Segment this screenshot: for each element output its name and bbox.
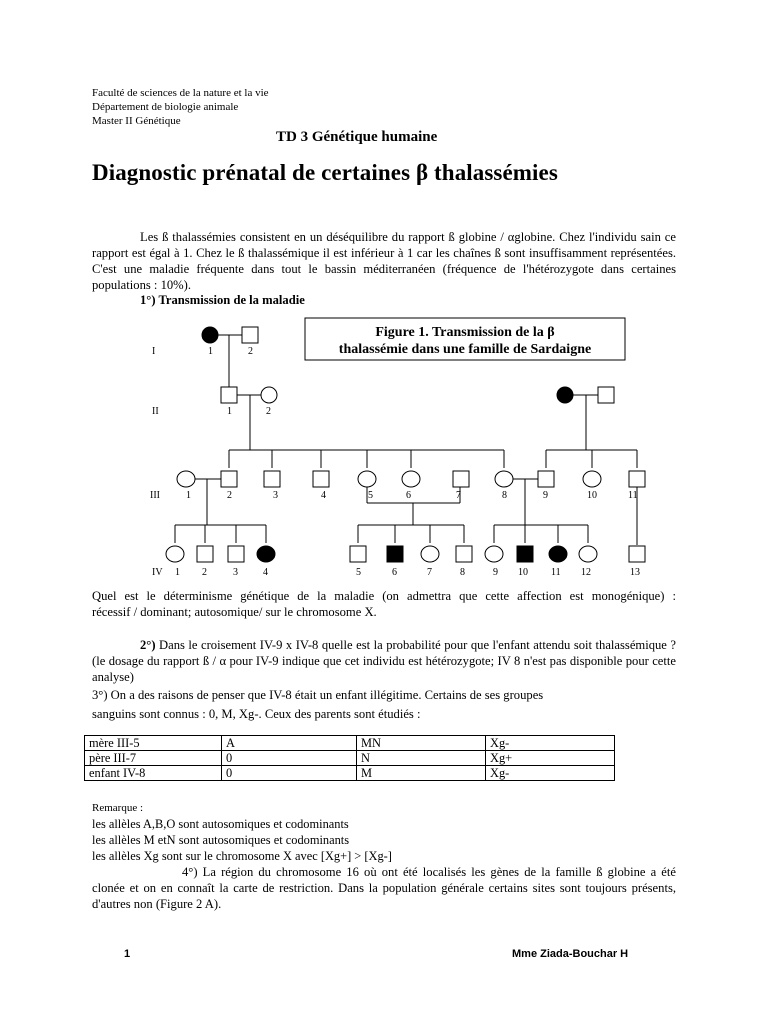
question3	[92, 686, 676, 724]
question2	[92, 637, 676, 685]
table-cell: A	[222, 736, 357, 751]
main-title: Diagnostic prénatal de certaines β thalassémies	[92, 160, 558, 185]
individual-number: 9	[493, 567, 498, 578]
pedigree-II-3	[557, 387, 573, 403]
individual-number: 11	[551, 567, 561, 578]
individual-number: 5	[368, 490, 373, 501]
td-title: TD 3 Génétique humaine	[276, 129, 438, 145]
table-cell: M	[357, 766, 486, 781]
individual-number: 3	[233, 567, 238, 578]
pedigree-III-8	[495, 471, 513, 487]
intro-paragraph	[92, 229, 676, 293]
individual-number: 3	[273, 490, 278, 501]
table-cell: N	[357, 751, 486, 766]
pedigree-II-4	[598, 387, 614, 403]
remark-line: les allèles Xg sont sur le chromosome X avec [Xg+] > [Xg-]	[92, 849, 392, 863]
question2-text: Dans le croisement IV-9 x IV-8 quelle est la probabilité pour que l'enfant attendu soit thalassémique ? (le dosage du rapport ß / α pour IV-9 indique que cet individu est hétérozygote; IV 8 n'est pas disponible pour cette analyse)	[92, 638, 676, 684]
pedigree-III-10	[583, 471, 601, 487]
pedigree-III-5	[358, 471, 376, 487]
pedigree-IV-13	[629, 546, 645, 562]
pedigree-I-1	[202, 327, 218, 343]
question1-text: Quel est le déterminisme génétique de la maladie (on admettra que cette affection est monogénique) : récessif / dominant; autosomique/ sur le chromosome X.	[92, 589, 727, 619]
question4	[92, 864, 676, 912]
pedigree-II-1	[221, 387, 237, 403]
individual-number: 1	[227, 406, 232, 417]
pedigree-IV-5	[350, 546, 366, 562]
individual-number: 6	[406, 490, 411, 501]
generation-label: IV	[152, 567, 163, 578]
pedigree-IV-11	[549, 546, 567, 562]
table-cell: enfant IV-8	[85, 766, 222, 781]
figure-caption-line1: Figure 1. Transmission de la β	[375, 325, 555, 340]
generation-label: II	[152, 406, 159, 417]
individual-number: 5	[356, 567, 361, 578]
pedigree-IV-4	[257, 546, 275, 562]
individual-number: 1	[186, 490, 191, 501]
table-cell: MN	[357, 736, 486, 751]
pedigree-IV-8	[456, 546, 472, 562]
individual-number: 8	[502, 490, 507, 501]
footer-author: Mme Ziada-Bouchar H	[512, 948, 629, 960]
individual-number: 7	[427, 567, 432, 578]
pedigree-III-4	[313, 471, 329, 487]
master-line: Master II Génétique	[92, 115, 181, 127]
remark-line: les allèles M etN sont autosomiques et codominants	[92, 833, 350, 847]
question3-line1: 3°) On a des raisons de penser que IV-8 était un enfant illégitime. Certains de ses groupes	[92, 688, 544, 702]
question1	[92, 588, 727, 620]
individual-number: 2	[227, 490, 232, 501]
table-row	[85, 751, 615, 766]
pedigree-I-2	[242, 327, 258, 343]
pedigree-IV-7	[421, 546, 439, 562]
figure-caption-line2: thalassémie dans une famille de Sardaigne	[338, 342, 592, 357]
pedigree-IV-9	[485, 546, 503, 562]
faculty-line: Faculté de sciences de la nature et la vie	[92, 87, 269, 99]
generation-label: III	[150, 490, 160, 501]
individual-number: 7	[456, 490, 461, 501]
individual-number: 1	[175, 567, 180, 578]
individual-number: 4	[263, 567, 268, 578]
pedigree-IV-12	[579, 546, 597, 562]
remark-line: les allèles A,B,O sont autosomiques et codominants	[92, 817, 349, 831]
individual-number: 6	[392, 567, 397, 578]
individual-number: 10	[587, 490, 597, 501]
generation-label: I	[152, 346, 156, 357]
table-cell: 0	[222, 751, 357, 766]
section1-heading: 1°) Transmission de la maladie	[140, 293, 305, 307]
intro-text: Les ß thalassémies consistent en un déséquilibre du rapport ß globine / αglobine. Chez l'individu sain ce rapport est égal à 1. Chez le ß thalassémique il est inférieur à 1 car les chaînes ß sont insuffisamment représentées. C'est une maladie fréquente dans tout le bassin méditerranéen (fréquence de l'hétérozygote dans certaines populations : 10%).	[92, 230, 676, 292]
pedigree-III-3	[264, 471, 280, 487]
pedigree-III-9	[538, 471, 554, 487]
individual-number: 4	[321, 490, 326, 501]
pedigree-IV-1	[166, 546, 184, 562]
table-row	[85, 736, 615, 751]
blood-group-table	[84, 735, 615, 781]
individual-number: 10	[518, 567, 528, 578]
individual-number: 1	[208, 346, 213, 357]
individual-number: 2	[202, 567, 207, 578]
pedigree-III-11	[629, 471, 645, 487]
table-cell: Xg-	[486, 766, 615, 781]
question3-line2: sanguins sont connus : 0, M, Xg-. Ceux des parents sont étudiés :	[92, 707, 421, 721]
pedigree-IV-2	[197, 546, 213, 562]
pedigree-IV-3	[228, 546, 244, 562]
department-line: Département de biologie animale	[92, 101, 239, 113]
remark-title: Remarque :	[92, 802, 144, 814]
pedigree-III-1	[177, 471, 195, 487]
page-number: 1	[124, 948, 131, 960]
table-cell: Xg-	[486, 736, 615, 751]
table-cell: mère III-5	[85, 736, 222, 751]
pedigree-figure	[140, 310, 660, 585]
pedigree-III-2	[221, 471, 237, 487]
table-cell: père III-7	[85, 751, 222, 766]
pedigree-IV-6	[387, 546, 403, 562]
pedigree-III-7	[453, 471, 469, 487]
individual-number: 13	[630, 567, 640, 578]
question2-label: 2°)	[140, 638, 156, 652]
individual-number: 11	[628, 490, 638, 501]
pedigree-III-6	[402, 471, 420, 487]
individual-number: 2	[248, 346, 253, 357]
individual-number: 8	[460, 567, 465, 578]
individual-number: 12	[581, 567, 591, 578]
table-row	[85, 766, 615, 781]
question4-text: 4°) La région du chromosome 16 où ont été localisés les gènes de la famille ß globine a été clonée et on en connaît la carte de restriction. Dans la population générale certains sites sont toujours présents, d'autres non (Figure 2 A).	[92, 865, 676, 911]
individual-number: 9	[543, 490, 548, 501]
table-cell: Xg+	[486, 751, 615, 766]
individual-number: 2	[266, 406, 271, 417]
pedigree-II-2	[261, 387, 277, 403]
table-cell: 0	[222, 766, 357, 781]
pedigree-IV-10	[517, 546, 533, 562]
